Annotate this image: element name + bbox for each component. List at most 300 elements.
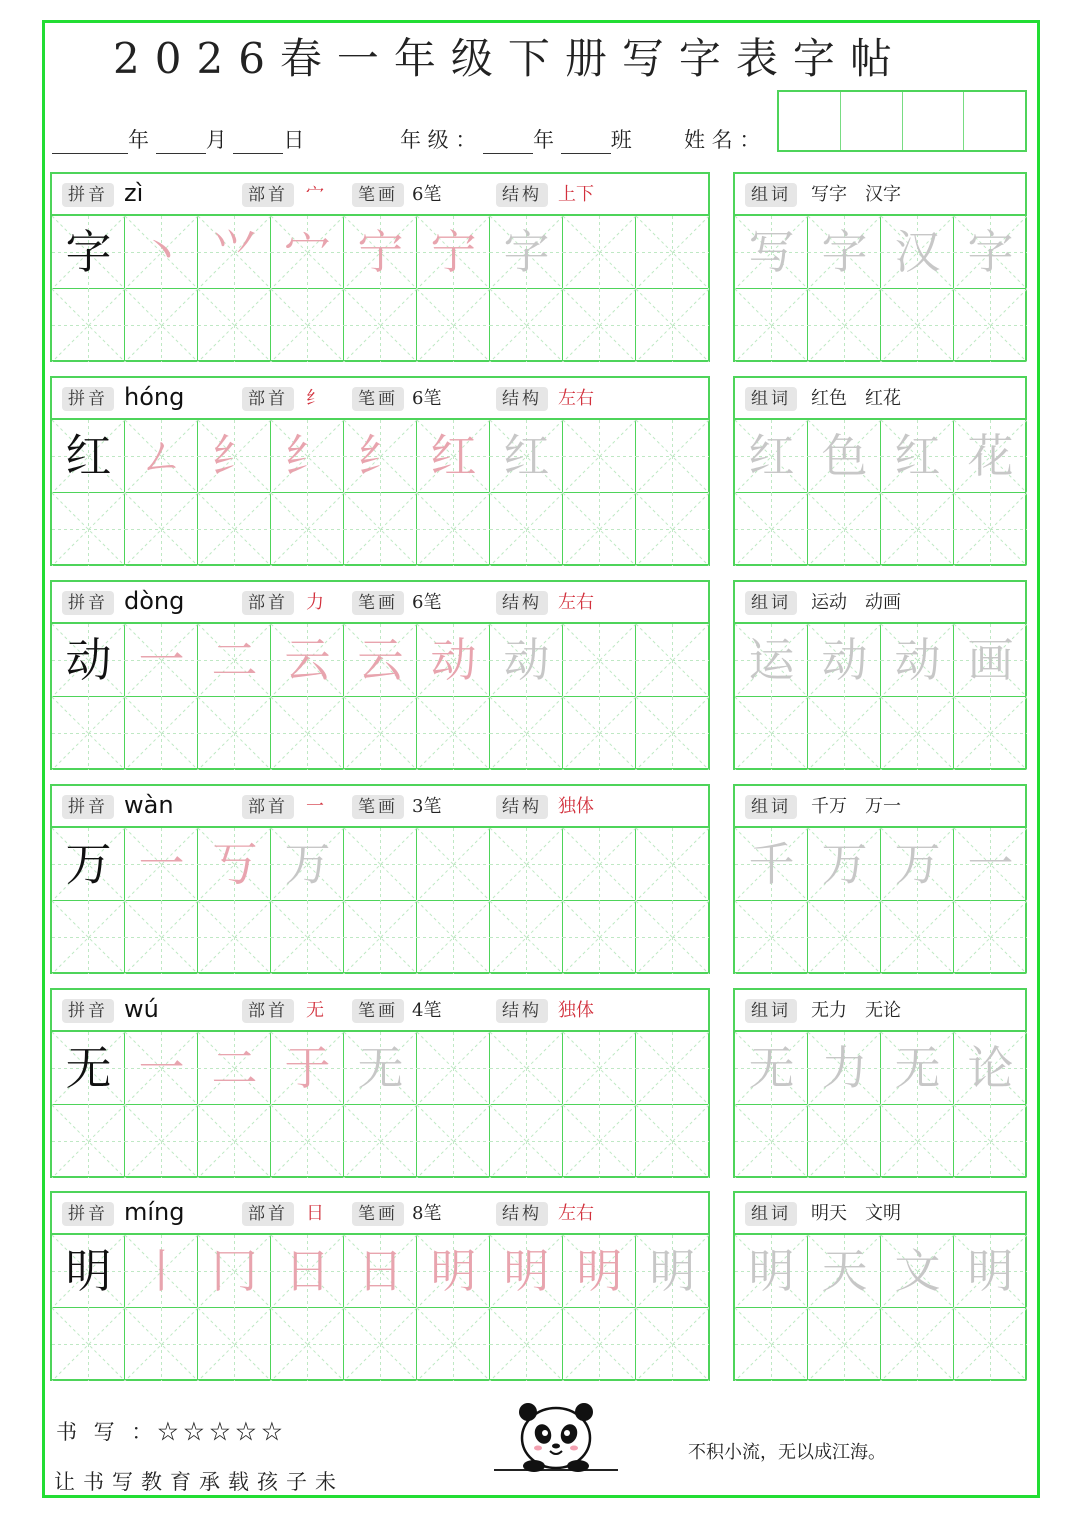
class-blank[interactable] [561, 133, 611, 154]
name-label: 姓 名 ： [684, 128, 761, 152]
practice-cell[interactable] [344, 828, 417, 901]
guide-lines [563, 1032, 636, 1105]
guide-lines [198, 901, 271, 974]
practice-cell[interactable] [808, 1105, 881, 1178]
practice-cell[interactable] [417, 1308, 490, 1381]
practice-cell[interactable] [636, 216, 709, 289]
practice-cell[interactable] [417, 624, 490, 697]
stroke-order-step: 云 [284, 633, 331, 687]
words-value: 写字 汉字 [811, 184, 901, 205]
stroke-order-step: 明 [576, 1244, 623, 1298]
practice-cell[interactable] [735, 624, 808, 697]
guide-lines [344, 828, 417, 901]
word-character: 无 [748, 1041, 795, 1095]
practice-cell[interactable] [271, 901, 344, 974]
practice-cell[interactable] [563, 901, 636, 974]
strokes-tag: 笔画 [352, 387, 404, 411]
word-character: 天 [821, 1244, 868, 1298]
practice-cell[interactable] [125, 901, 198, 974]
year-label: 年 [128, 128, 149, 152]
practice-cell[interactable] [636, 1032, 709, 1105]
practice-cell[interactable] [735, 493, 808, 566]
word-character: 动 [894, 633, 941, 687]
practice-cell[interactable] [636, 624, 709, 697]
practice-cell[interactable] [271, 493, 344, 566]
guide-lines [636, 697, 709, 770]
practice-cell[interactable] [417, 828, 490, 901]
practice-cell[interactable] [563, 828, 636, 901]
practice-cell[interactable] [735, 1032, 808, 1105]
practice-cell[interactable] [344, 289, 417, 362]
practice-cell[interactable] [808, 1235, 881, 1308]
practice-cell[interactable] [954, 1032, 1027, 1105]
character-panel [50, 580, 710, 770]
practice-cell[interactable] [125, 697, 198, 770]
grade-unit: 年 [533, 128, 555, 152]
stroke-order-step: 动 [503, 633, 550, 687]
practice-cell[interactable] [52, 828, 125, 901]
guide-lines [198, 1308, 271, 1381]
practice-cell[interactable] [954, 420, 1027, 493]
practice-cell[interactable] [490, 1105, 563, 1178]
practice-cell[interactable] [735, 1105, 808, 1178]
character-panel [50, 988, 710, 1178]
practice-cell[interactable] [417, 697, 490, 770]
practice-cell[interactable] [271, 1308, 344, 1381]
practice-cell[interactable] [563, 420, 636, 493]
practice-cell[interactable] [125, 1308, 198, 1381]
guide-lines [954, 697, 1027, 770]
practice-cell[interactable] [125, 828, 198, 901]
practice-cell[interactable] [198, 1105, 271, 1178]
guide-lines [125, 1105, 198, 1178]
practice-cell[interactable] [52, 289, 125, 362]
practice-cell[interactable] [125, 1235, 198, 1308]
practice-cell[interactable] [271, 697, 344, 770]
practice-cell[interactable] [490, 216, 563, 289]
practice-cell[interactable] [417, 289, 490, 362]
guide-lines [735, 1105, 808, 1178]
pinyin-value: hóng [124, 383, 185, 411]
character-panel [50, 784, 710, 974]
practice-cell[interactable] [198, 493, 271, 566]
guide-lines [417, 1105, 490, 1178]
practice-cell[interactable] [417, 1235, 490, 1308]
practice-cell[interactable] [808, 901, 881, 974]
structure-value: 左右 [558, 1203, 594, 1224]
practice-cell[interactable] [490, 420, 563, 493]
practice-cell[interactable] [881, 1032, 954, 1105]
month-label: 月 [205, 128, 227, 152]
practice-cell[interactable] [735, 420, 808, 493]
practice-cell[interactable] [417, 420, 490, 493]
word-character: 红 [894, 429, 941, 483]
guide-lines [636, 216, 709, 289]
strokes-tag: 笔画 [352, 795, 404, 819]
pinyin-tag: 拼音 [62, 591, 114, 615]
guide-lines [490, 289, 563, 362]
practice-cell[interactable] [344, 493, 417, 566]
stroke-order-step: 宁 [430, 225, 477, 279]
radical-value: 纟 [306, 388, 324, 409]
character-panel [50, 376, 710, 566]
practice-cell[interactable] [954, 1308, 1027, 1381]
character-header [52, 378, 708, 420]
guide-lines [271, 697, 344, 770]
guide-lines [881, 289, 954, 362]
practice-cell[interactable] [490, 697, 563, 770]
practice-cell[interactable] [954, 289, 1027, 362]
stroke-order-step: 红 [430, 429, 477, 483]
practice-cell[interactable] [735, 289, 808, 362]
words-header [735, 378, 1025, 420]
practice-cell[interactable] [271, 420, 344, 493]
practice-cell[interactable] [198, 289, 271, 362]
words-header [735, 1193, 1025, 1235]
stroke-order-step: 明 [649, 1244, 696, 1298]
word-character: 汉 [894, 225, 941, 279]
strokes-tag: 笔画 [352, 591, 404, 615]
practice-cell[interactable] [808, 216, 881, 289]
practice-cell[interactable] [808, 289, 881, 362]
practice-cell[interactable] [52, 624, 125, 697]
practice-cell[interactable] [417, 1032, 490, 1105]
word-character: 文 [894, 1244, 941, 1298]
guide-lines [636, 624, 709, 697]
guide-lines [636, 1308, 709, 1381]
practice-cell[interactable] [808, 624, 881, 697]
practice-cell[interactable] [198, 1032, 271, 1105]
guide-lines [198, 697, 271, 770]
practice-cell[interactable] [881, 1105, 954, 1178]
practice-cell[interactable] [636, 289, 709, 362]
words-tag: 组词 [745, 591, 797, 615]
practice-cell[interactable] [636, 828, 709, 901]
practice-cell[interactable] [344, 1032, 417, 1105]
practice-cell[interactable] [271, 1032, 344, 1105]
practice-cell[interactable] [563, 697, 636, 770]
practice-cell[interactable] [881, 697, 954, 770]
words-value: 明天 文明 [811, 1203, 901, 1224]
guide-lines [52, 697, 125, 770]
month-blank[interactable] [156, 133, 206, 154]
guide-lines [808, 493, 881, 566]
practice-cell[interactable] [881, 901, 954, 974]
guide-lines [808, 1308, 881, 1381]
guide-lines [636, 901, 709, 974]
star-rating[interactable]: ☆☆☆☆☆ [157, 1420, 288, 1444]
practice-cell[interactable] [490, 1235, 563, 1308]
guide-lines [344, 493, 417, 566]
radical-value: 无 [306, 1000, 324, 1021]
guide-lines [344, 1105, 417, 1178]
practice-cell[interactable] [735, 901, 808, 974]
guide-lines [735, 289, 808, 362]
stroke-order-step: 于 [284, 1041, 331, 1095]
practice-cell[interactable] [198, 420, 271, 493]
guide-lines [52, 1308, 125, 1381]
guide-lines [881, 1308, 954, 1381]
guide-lines [490, 1105, 563, 1178]
words-tag: 组词 [745, 999, 797, 1023]
practice-cell[interactable] [954, 697, 1027, 770]
practice-cell[interactable] [198, 1308, 271, 1381]
practice-cell[interactable] [198, 901, 271, 974]
practice-cell[interactable] [52, 1105, 125, 1178]
guide-lines [881, 493, 954, 566]
practice-cell[interactable] [636, 420, 709, 493]
practice-cell[interactable] [52, 493, 125, 566]
practice-cell[interactable] [563, 624, 636, 697]
model-character: 红 [65, 429, 112, 483]
structure-tag: 结构 [496, 183, 548, 207]
practice-cell[interactable] [881, 1308, 954, 1381]
practice-cell[interactable] [636, 1308, 709, 1381]
character-header [52, 174, 708, 216]
grade-blank[interactable] [483, 133, 533, 154]
strokes-value: 6笔 [412, 184, 442, 205]
stroke-order-step: 纟 [211, 429, 258, 483]
year-blank[interactable] [52, 133, 128, 154]
practice-cell[interactable] [808, 1032, 881, 1105]
practice-cell[interactable] [125, 624, 198, 697]
words-tag: 组词 [745, 795, 797, 819]
practice-cell[interactable] [344, 1105, 417, 1178]
radical-tag: 部首 [242, 183, 294, 207]
guide-lines [417, 1308, 490, 1381]
rating-label: 书 写 ： [56, 1420, 158, 1444]
practice-cell[interactable] [52, 1308, 125, 1381]
guide-lines [52, 493, 125, 566]
guide-lines [490, 1308, 563, 1381]
practice-cell[interactable] [563, 1032, 636, 1105]
practice-cell[interactable] [271, 1105, 344, 1178]
strokes-value: 3笔 [412, 796, 442, 817]
practice-cell[interactable] [490, 1308, 563, 1381]
practice-cell[interactable] [125, 420, 198, 493]
practice-cell[interactable] [52, 216, 125, 289]
practice-cell[interactable] [344, 420, 417, 493]
name-cell[interactable] [779, 92, 841, 150]
practice-cell[interactable] [808, 420, 881, 493]
guide-lines [125, 697, 198, 770]
practice-cell[interactable] [563, 1235, 636, 1308]
practice-cell[interactable] [735, 216, 808, 289]
character-header [52, 582, 708, 624]
practice-cell[interactable] [125, 493, 198, 566]
guide-lines [636, 1105, 709, 1178]
structure-value: 独体 [558, 1000, 594, 1021]
name-cell[interactable] [964, 92, 1025, 150]
practice-cell[interactable] [344, 624, 417, 697]
practice-cell[interactable] [881, 828, 954, 901]
practice-cell[interactable] [490, 493, 563, 566]
strokes-value: 6笔 [412, 388, 442, 409]
structure-value: 上下 [558, 184, 594, 205]
practice-cell[interactable] [808, 493, 881, 566]
practice-cell[interactable] [636, 697, 709, 770]
practice-cell[interactable] [271, 1235, 344, 1308]
practice-cell[interactable] [271, 216, 344, 289]
practice-cell[interactable] [881, 420, 954, 493]
practice-cell[interactable] [125, 216, 198, 289]
pinyin-tag: 拼音 [62, 183, 114, 207]
guide-lines [271, 901, 344, 974]
practice-cell[interactable] [198, 697, 271, 770]
practice-cell[interactable] [808, 828, 881, 901]
practice-cell[interactable] [271, 624, 344, 697]
practice-cell[interactable] [198, 624, 271, 697]
practice-cell[interactable] [344, 901, 417, 974]
practice-cell[interactable] [125, 289, 198, 362]
practice-cell[interactable] [52, 1235, 125, 1308]
word-character: 色 [821, 429, 868, 483]
guide-lines [563, 289, 636, 362]
structure-tag: 结构 [496, 795, 548, 819]
practice-cell[interactable] [881, 493, 954, 566]
radical-tag: 部首 [242, 1202, 294, 1226]
guide-lines [636, 420, 709, 493]
practice-cell[interactable] [198, 1235, 271, 1308]
pinyin-value: zì [124, 179, 144, 207]
guide-lines [490, 493, 563, 566]
word-character: 动 [821, 633, 868, 687]
practice-cell[interactable] [52, 1032, 125, 1105]
practice-cell[interactable] [636, 1105, 709, 1178]
character-header [52, 990, 708, 1032]
practice-cell[interactable] [808, 697, 881, 770]
practice-cell[interactable] [417, 1105, 490, 1178]
stroke-order-step: 二 [211, 1041, 258, 1095]
practice-cell[interactable] [954, 216, 1027, 289]
practice-cell[interactable] [735, 828, 808, 901]
practice-cell[interactable] [52, 697, 125, 770]
practice-cell[interactable] [881, 289, 954, 362]
practice-cell[interactable] [563, 1105, 636, 1178]
words-header [735, 990, 1025, 1032]
practice-cell[interactable] [563, 289, 636, 362]
guide-lines [344, 901, 417, 974]
practice-cell[interactable] [271, 289, 344, 362]
practice-cell[interactable] [490, 828, 563, 901]
practice-cell[interactable] [636, 1235, 709, 1308]
radical-tag: 部首 [242, 387, 294, 411]
practice-cell[interactable] [490, 901, 563, 974]
practice-cell[interactable] [125, 1105, 198, 1178]
practice-cell[interactable] [735, 1235, 808, 1308]
grade-label: 年 级 ： [400, 128, 477, 152]
guide-lines [563, 828, 636, 901]
guide-lines [417, 289, 490, 362]
practice-cell[interactable] [563, 493, 636, 566]
word-character: 明 [967, 1244, 1014, 1298]
practice-cell[interactable] [954, 493, 1027, 566]
practice-cell[interactable] [881, 624, 954, 697]
word-character: 明 [748, 1244, 795, 1298]
practice-cell[interactable] [954, 901, 1027, 974]
practice-cell[interactable] [636, 901, 709, 974]
practice-cell[interactable] [881, 1235, 954, 1308]
guide-lines [954, 289, 1027, 362]
practice-cell[interactable] [198, 828, 271, 901]
guide-lines [344, 289, 417, 362]
practice-cell[interactable] [198, 216, 271, 289]
radical-tag: 部首 [242, 795, 294, 819]
practice-cell[interactable] [954, 1105, 1027, 1178]
practice-cell[interactable] [636, 493, 709, 566]
guide-lines [563, 901, 636, 974]
words-header [735, 582, 1025, 624]
stroke-order-step: 二 [211, 633, 258, 687]
stroke-order-step: 云 [357, 633, 404, 687]
practice-cell[interactable] [954, 1235, 1027, 1308]
practice-cell[interactable] [344, 216, 417, 289]
practice-cell[interactable] [344, 1235, 417, 1308]
name-box[interactable] [777, 90, 1027, 152]
stroke-order-step: 无 [357, 1041, 404, 1095]
practice-cell[interactable] [881, 216, 954, 289]
guide-lines [881, 697, 954, 770]
practice-cell[interactable] [344, 1308, 417, 1381]
words-panel [733, 1191, 1027, 1381]
practice-cell[interactable] [954, 828, 1027, 901]
stroke-order-step: 日 [357, 1244, 404, 1298]
day-label: 日 [283, 128, 305, 152]
practice-cell[interactable] [954, 624, 1027, 697]
practice-cell[interactable] [563, 1308, 636, 1381]
practice-cell[interactable] [490, 1032, 563, 1105]
practice-cell[interactable] [125, 1032, 198, 1105]
words-value: 红色 红花 [811, 388, 901, 409]
practice-cell[interactable] [271, 828, 344, 901]
stroke-order-step: 一 [138, 1041, 185, 1095]
class-unit: 班 [610, 128, 632, 152]
radical-tag: 部首 [242, 591, 294, 615]
practice-cell[interactable] [417, 901, 490, 974]
name-cell[interactable] [903, 92, 965, 150]
stroke-order-step: ㄥ [138, 429, 185, 483]
strokes-tag: 笔画 [352, 999, 404, 1023]
character-header [52, 1193, 708, 1235]
practice-cell[interactable] [52, 901, 125, 974]
guide-lines [125, 289, 198, 362]
model-character: 无 [65, 1041, 112, 1095]
guide-lines [563, 624, 636, 697]
practice-cell[interactable] [417, 216, 490, 289]
practice-cell[interactable] [735, 1308, 808, 1381]
word-character: 写 [748, 225, 795, 279]
strokes-tag: 笔画 [352, 1202, 404, 1226]
stroke-order-step: 宁 [357, 225, 404, 279]
practice-cell[interactable] [417, 493, 490, 566]
stroke-order-step: 冂 [211, 1244, 258, 1298]
name-cell[interactable] [841, 92, 903, 150]
radical-value: 力 [306, 592, 324, 613]
words-panel [733, 376, 1027, 566]
practice-cell[interactable] [490, 289, 563, 362]
practice-cell[interactable] [344, 697, 417, 770]
day-blank[interactable] [233, 133, 283, 154]
word-character: 字 [821, 225, 868, 279]
practice-cell[interactable] [52, 420, 125, 493]
stroke-order-step: 字 [503, 225, 550, 279]
practice-cell[interactable] [808, 1308, 881, 1381]
practice-cell[interactable] [490, 624, 563, 697]
pinyin-tag: 拼音 [62, 999, 114, 1023]
practice-cell[interactable] [735, 697, 808, 770]
guide-lines [271, 493, 344, 566]
practice-cell[interactable] [563, 216, 636, 289]
